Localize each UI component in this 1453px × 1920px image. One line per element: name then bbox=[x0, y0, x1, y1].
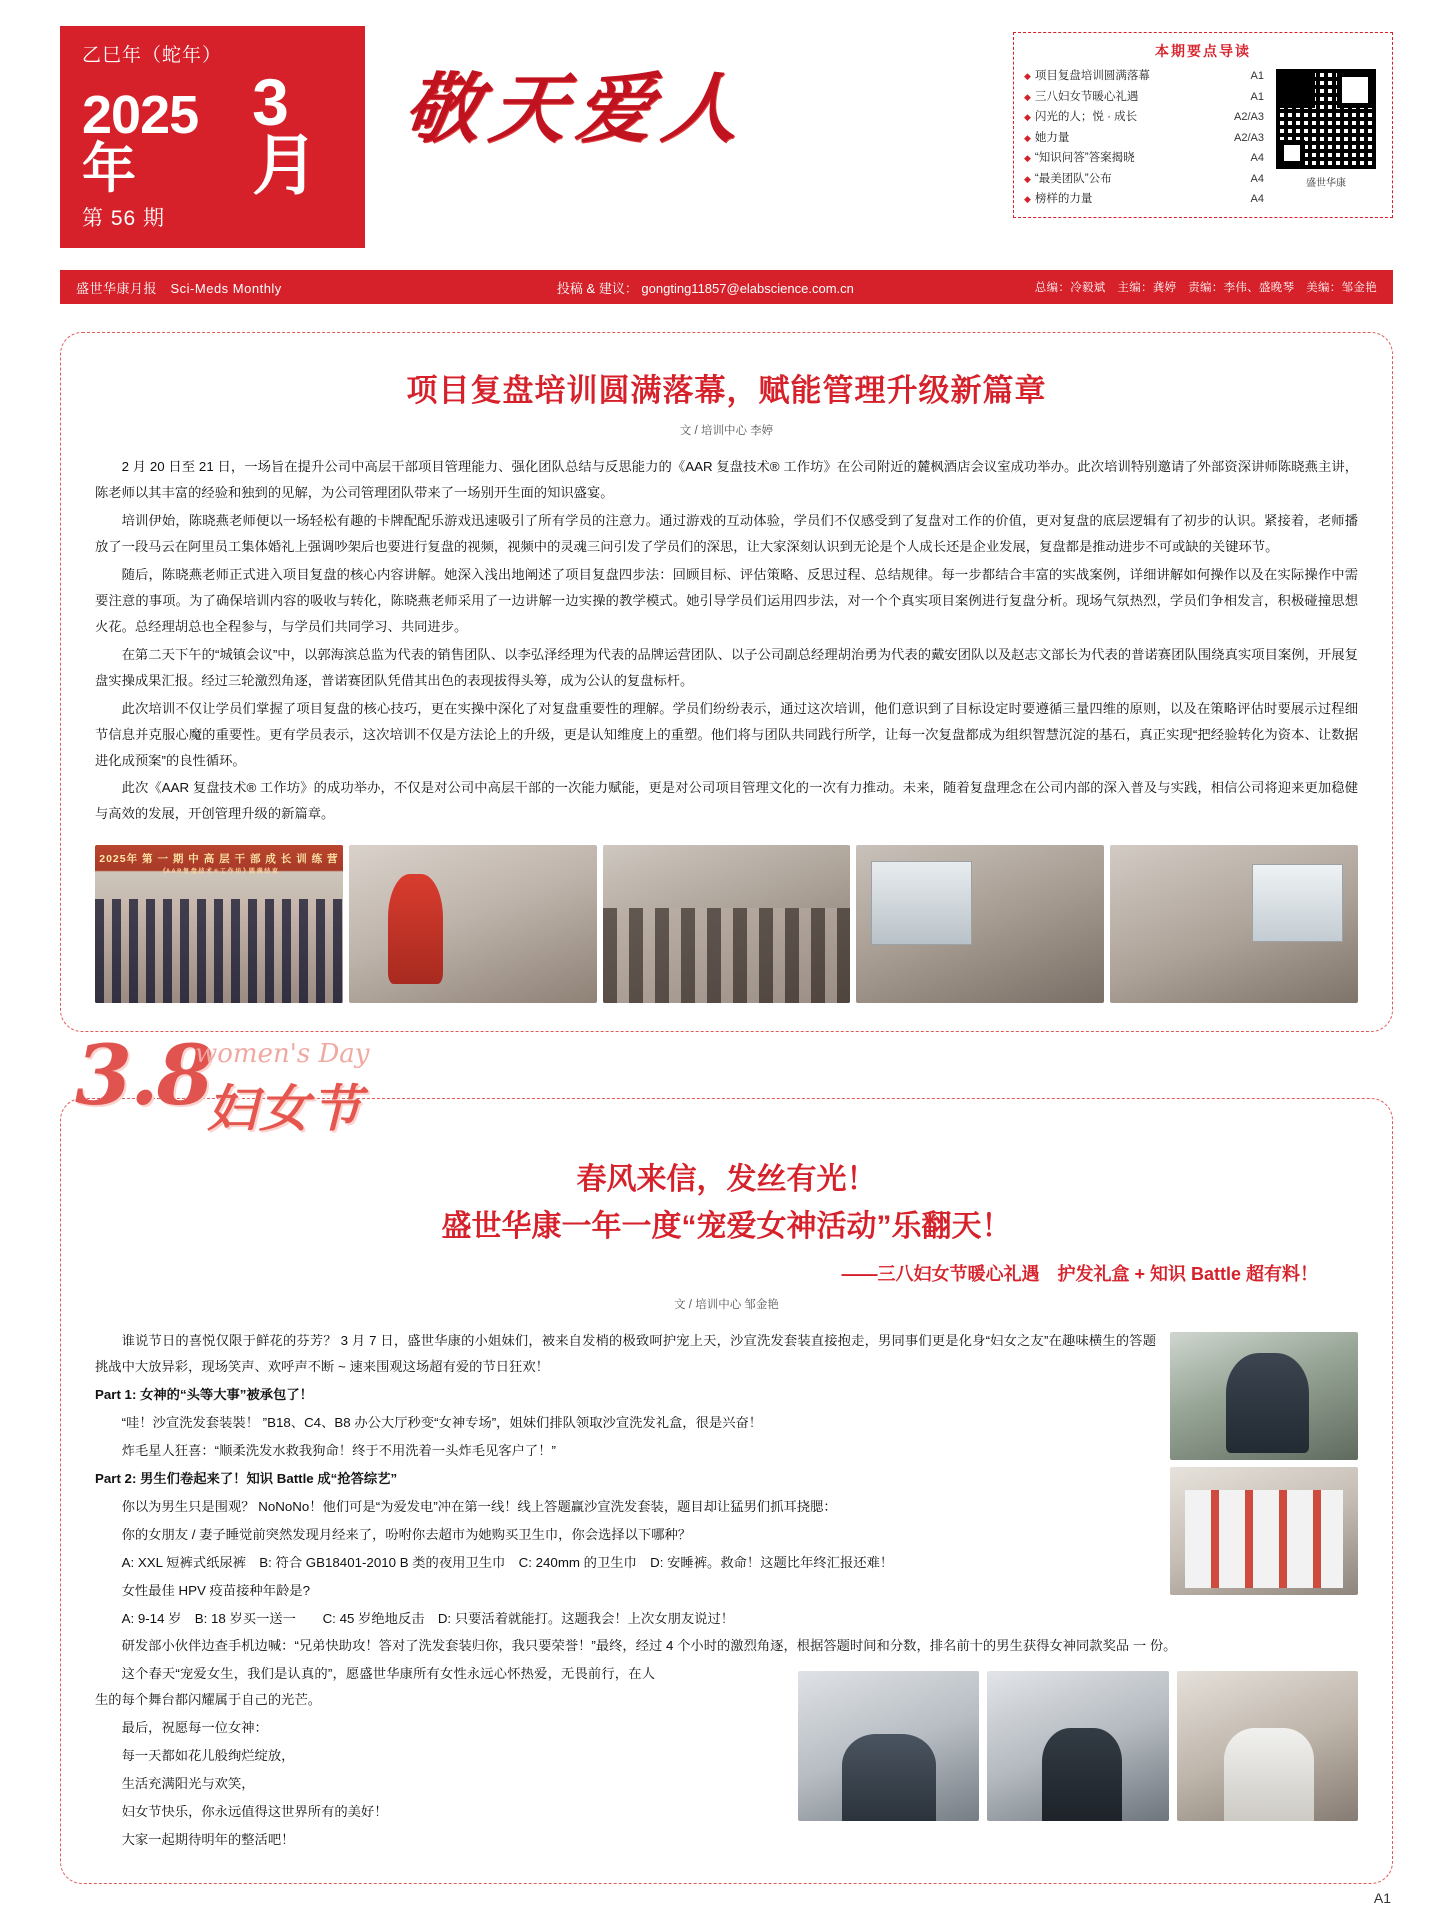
article2-body-wrap bbox=[95, 1328, 1358, 1855]
photo-banner-text: 2025年 第 一 期 中 高 层 干 部 成 长 训 练 营 bbox=[99, 853, 339, 866]
highlight-page: A4 bbox=[1250, 172, 1264, 185]
paragraph: 此次《AAR 复盘技术® 工作坊》的成功举办，不仅是对公司中高层干部的一次能力赋能，更是对公司项目管理文化的一次有力推动。未来，随着复盘理念在公司内部的深入普及与实践，相信公司将迎来更加稳健与高效的发展，开创管理升级的新篇章。 bbox=[95, 780, 1358, 822]
list-item[interactable] bbox=[1024, 170, 1264, 186]
list-item[interactable] bbox=[1024, 67, 1264, 83]
photo-discussion bbox=[603, 845, 851, 1003]
photo-gift-group bbox=[1170, 1467, 1358, 1595]
paragraph: 女性最佳 HPV 疫苗接种年龄是? bbox=[121, 1582, 310, 1598]
publication-name: 盛世华康月报 Sci-Meds Monthly bbox=[76, 280, 282, 296]
qr-caption: 盛世华康 bbox=[1306, 178, 1346, 189]
diamond-bullet-icon: ◆ bbox=[1024, 153, 1031, 163]
paragraph: A: XXL 短裤式纸尿裤 B: 符合 GB18401-2010 B 类的夜用卫生巾 C: 240mm 的卫生巾 D: 安睡裤。救命！这题比年终汇报还难！ bbox=[121, 1554, 894, 1570]
qr-code-icon[interactable] bbox=[1274, 67, 1378, 171]
paragraph: 在第二天下午的“城镇会议”中，以郭海滨总监为代表的销售团队、以李弘泽经理为代表的品牌运营团队、以子公司副总经理胡治勇为代表的戴安团队以及赵志文部长为代表的普诺赛团队围绕真实项目案例，开展复盘实操成果汇报。经过三轮激烈角逐，普诺赛团队凭借其出色的表现拔得头筹，成为公认的复盘标杆。 bbox=[95, 646, 1358, 688]
paragraph: 培训伊始，陈晓燕老师便以一场轻松有趣的卡牌配配乐游戏迅速吸引了所有学员的注意力。通过游戏的互动体验，学员们不仅感受到了复盘对工作的价值，更对复盘的底层逻辑有了初步的认识。紧接着，老师播放了一段马云在阿里员工集体婚礼上强调吵架后也要进行复盘的视频，视频中的灵魂三问引发了学员们的深思，让大家深刻认识到无论是个人成长还是企业发展，复盘都是推动进步不可或缺的关键环节。 bbox=[95, 513, 1358, 555]
submission-email[interactable]: 投稿 & 建议： gongting11857@elabscience.com.cn bbox=[556, 280, 854, 296]
article2-title-line2: 盛世华康一年一度“宠爱女神活动”乐翻天！ bbox=[441, 1209, 1012, 1243]
womens-day-logo bbox=[75, 1028, 405, 1165]
page-number: A1 bbox=[1373, 1890, 1391, 1906]
article-body bbox=[95, 454, 1358, 827]
highlight-page: A4 bbox=[1250, 152, 1264, 164]
diamond-bullet-icon: ◆ bbox=[1024, 71, 1031, 81]
diamond-bullet-icon: ◆ bbox=[1024, 91, 1031, 102]
photo-crowd bbox=[95, 899, 343, 1003]
paragraph: 这个春天“宠爱女生，我们是认真的”，愿盛世华康所有女性永远心怀热爱，无畏前行，在人生的每个舞台都闪耀属于自己的光芒。 bbox=[95, 1666, 655, 1708]
paragraph: 此次培训不仅让学员们掌握了项目复盘的核心技巧，更在实操中深化了对复盘重要性的理解。学员们纷纷表示，通过这次培训，他们意识到了目标设定时要遵循三量四维的原则，以及在策略评估时要展示过程细节信息并克服心魔的重要性。更有学员表示，这次培训不仅是方法论上的升级，更是认知维度上的重塑。他们将与团队共同践行所学，让每一次复盘都成为组织智慧沉淀的基石，真正实现“把经验转化为资本、让数据进化成预案”的良性循环。 bbox=[95, 700, 1358, 768]
diamond-bullet-icon: ◆ bbox=[1024, 132, 1031, 143]
photo-banner-subtext: 《A A R 复 盘 技 术 ® 工 作 坊 》圆 满 结 束 bbox=[159, 869, 278, 876]
editorial-staff: 总编：冷毅斌 主编：龚婷 责编：李伟、盛晚琴 美编：邹金艳 bbox=[1034, 282, 1377, 295]
paragraph: 妇女节快乐，你永远值得这世界所有的美好！ bbox=[121, 1803, 388, 1819]
diamond-bullet-icon: ◆ bbox=[1024, 173, 1031, 184]
highlights-box bbox=[1013, 32, 1393, 218]
photo-winner-2 bbox=[987, 1671, 1168, 1821]
list-item[interactable] bbox=[1024, 149, 1264, 165]
highlight-text: 闪光的人；悦 · 成长 bbox=[1034, 111, 1138, 123]
highlight-text: 项目复盘培训圆满落幕 bbox=[1034, 70, 1150, 82]
paragraph: “哇！沙宣洗发套装裝！ ”B18、C4、B8 办公大厅秒变“女神专场”，姐妹们排队领取沙宣洗发礼盒，很是兴奋！ bbox=[121, 1415, 763, 1431]
article2-title bbox=[95, 1157, 1358, 1250]
paragraph: 2 月 20 日至 21 日，一场旨在提升公司中高层干部项目管理能力、强化团队总结与反思能力的《AAR 复盘技术® 工作坊》在公司附近的麓枫酒店会议室成功举办。此次培训特别邀请了外部资深讲师陈晓燕主讲，陈老师以其丰富的经验和独到的见解，为公司管理团队带来了一场别开生面的知识盛宴。 bbox=[95, 459, 1358, 501]
article-card-2 bbox=[60, 1028, 1393, 1884]
paragraph: 大家一起期待明年的整活吧！ bbox=[121, 1831, 295, 1847]
article-byline: 文 / 培训中心 李婷 bbox=[679, 425, 774, 438]
highlight-text: 三八妇女节暖心礼遇 bbox=[1034, 90, 1139, 103]
paragraph: 随后，陈晓燕老师正式进入项目复盘的核心内容讲解。她深入浅出地阐述了项目复盘四步法：回顾目标、评估策略、反思过程、总结规律。每一步都结合丰富的实战案例，详细讲解如何操作以及在实际操作中需要注意的事项。为了确保培训内容的吸收与转化，陈晓燕老师采用了一边讲解一边实操的教学模式。她引导学员们运用四步法，对一个个真实项目案例进行复盘分析。现场气氛热烈，学员们争相发言，积极碰撞思想火花。总经理胡总也全程参与，与学员们共同学习、共同进步。 bbox=[95, 567, 1358, 634]
article2-body-tail bbox=[95, 1661, 655, 1852]
photo-workshop bbox=[1110, 845, 1358, 1003]
page-title: 项目复盘培训圆满落幕，赋能管理升级新篇章 bbox=[406, 373, 1047, 409]
highlight-page: A1 bbox=[1250, 70, 1264, 82]
publication-logo: 敬天爱人 bbox=[399, 64, 754, 153]
qr-code-block bbox=[1270, 67, 1382, 211]
photo-winner-3 bbox=[1177, 1671, 1358, 1821]
paragraph: 你的女朋友 / 妻子睡觉前突然发现月经来了，吩咐你去超市为她购买卫生巾，你会选择以下哪种？ bbox=[121, 1526, 692, 1542]
paragraph: 生活充满阳光与欢笑， bbox=[121, 1776, 255, 1792]
highlights-list bbox=[1024, 67, 1264, 211]
year-label: 2025年 bbox=[82, 85, 199, 200]
highlight-page: A2/A3 bbox=[1234, 131, 1264, 144]
photo-column-right bbox=[1170, 1332, 1358, 1602]
photo-group-banner bbox=[95, 845, 343, 1003]
highlight-page: A4 bbox=[1250, 193, 1264, 205]
list-item[interactable] bbox=[1024, 88, 1264, 104]
lunar-year: 乙巳年（蛇年） bbox=[82, 45, 223, 66]
highlights-title: 本期要点导读 bbox=[1155, 43, 1251, 59]
paragraph: 谁说节日的喜悦仅限于鲜花的芬芳？ 3 月 7 日，盛世华康的小姐妹们，被来自发梢的极致呵护宠上天，沙宣洗发套装直接抱走，男同事们更是化身“妇女之友”在趣味横生的答题挑战中大放异彩，现场笑声、欢呼声不断 ~ 速来围观这场超有爱的节日狂欢！ bbox=[95, 1333, 1156, 1375]
date-block bbox=[60, 26, 365, 248]
logo-womens-day-en: women's Day bbox=[195, 1039, 370, 1070]
article2-title-line1: 春风来信，发丝有光！ bbox=[576, 1163, 877, 1197]
photo-presentation bbox=[856, 845, 1104, 1003]
photo-gallery bbox=[95, 845, 1358, 1003]
section-heading-part2: Part 2: 男生们卷起来了！知识 Battle 成“抢答综艺” bbox=[95, 1470, 398, 1486]
article2-body bbox=[95, 1328, 1358, 1659]
highlight-page: A2/A3 bbox=[1234, 111, 1264, 123]
list-item[interactable] bbox=[1024, 190, 1264, 206]
highlight-text: 她力量 bbox=[1034, 131, 1070, 144]
photo-gallery-bottom bbox=[798, 1671, 1358, 1821]
article2-byline: 文 / 培训中心 邹金艳 bbox=[674, 1299, 779, 1312]
diamond-bullet-icon: ◆ bbox=[1024, 194, 1031, 204]
highlight-text: 榜样的力量 bbox=[1034, 193, 1093, 205]
paragraph: 你以为男生只是围观？ NoNoNo！他们可是“为爱发电”冲在第一线！线上答题赢沙宣洗发套装，题目却让猛男们抓耳挠腮： bbox=[121, 1498, 837, 1514]
highlight-text: “知识问答”答案揭晓 bbox=[1034, 152, 1135, 164]
paragraph: 最后，祝愿每一位女神： bbox=[121, 1720, 268, 1736]
paragraph: 每一天都如花儿般绚烂绽放， bbox=[121, 1748, 295, 1764]
paragraph: A: 9-14 岁 B: 18 岁买一送一 C: 45 岁绝地反击 D: 只要活着就能打。这题我会！上次女朋友说过！ bbox=[121, 1610, 735, 1626]
article-card-1 bbox=[60, 332, 1393, 1032]
highlight-text: “最美团队”公布 bbox=[1034, 172, 1112, 185]
paragraph: 炸毛星人狂喜：“顺柔洗发水救我狗命！终于不用洗着一头炸毛见客户了！” bbox=[121, 1442, 556, 1458]
paragraph: 研发部小伙伴边查手机边喊：“兄弟快助攻！答对了洗发套装归你，我只要荣誉！”最终，经过 4 个小时的激烈角逐，根据答题时间和分数，排名前十的男生获得女神同款奖品 一 份。 bbox=[121, 1638, 1177, 1654]
highlight-page: A1 bbox=[1250, 90, 1264, 103]
logo-womens-day-cn: 妇女节 bbox=[207, 1081, 363, 1138]
list-item[interactable] bbox=[1024, 108, 1264, 124]
photo-winner-1 bbox=[798, 1671, 979, 1821]
diamond-bullet-icon: ◆ bbox=[1024, 112, 1031, 122]
photo-gift-recipient bbox=[1170, 1332, 1358, 1460]
issue-label: 第 56 期 bbox=[82, 207, 166, 231]
list-item[interactable] bbox=[1024, 129, 1264, 145]
month-label: 3月 bbox=[252, 65, 319, 202]
section-heading-part1: Part 1: 女神的“头等大事”被承包了！ bbox=[95, 1387, 313, 1403]
photo-trainer bbox=[349, 845, 597, 1003]
article2-subtitle: ——三八妇女节暖心礼遇 护发礼盒 + 知识 Battle 超有料！ bbox=[841, 1264, 1318, 1285]
logo-38: 3.8 bbox=[75, 1028, 212, 1125]
info-bar bbox=[60, 270, 1393, 304]
